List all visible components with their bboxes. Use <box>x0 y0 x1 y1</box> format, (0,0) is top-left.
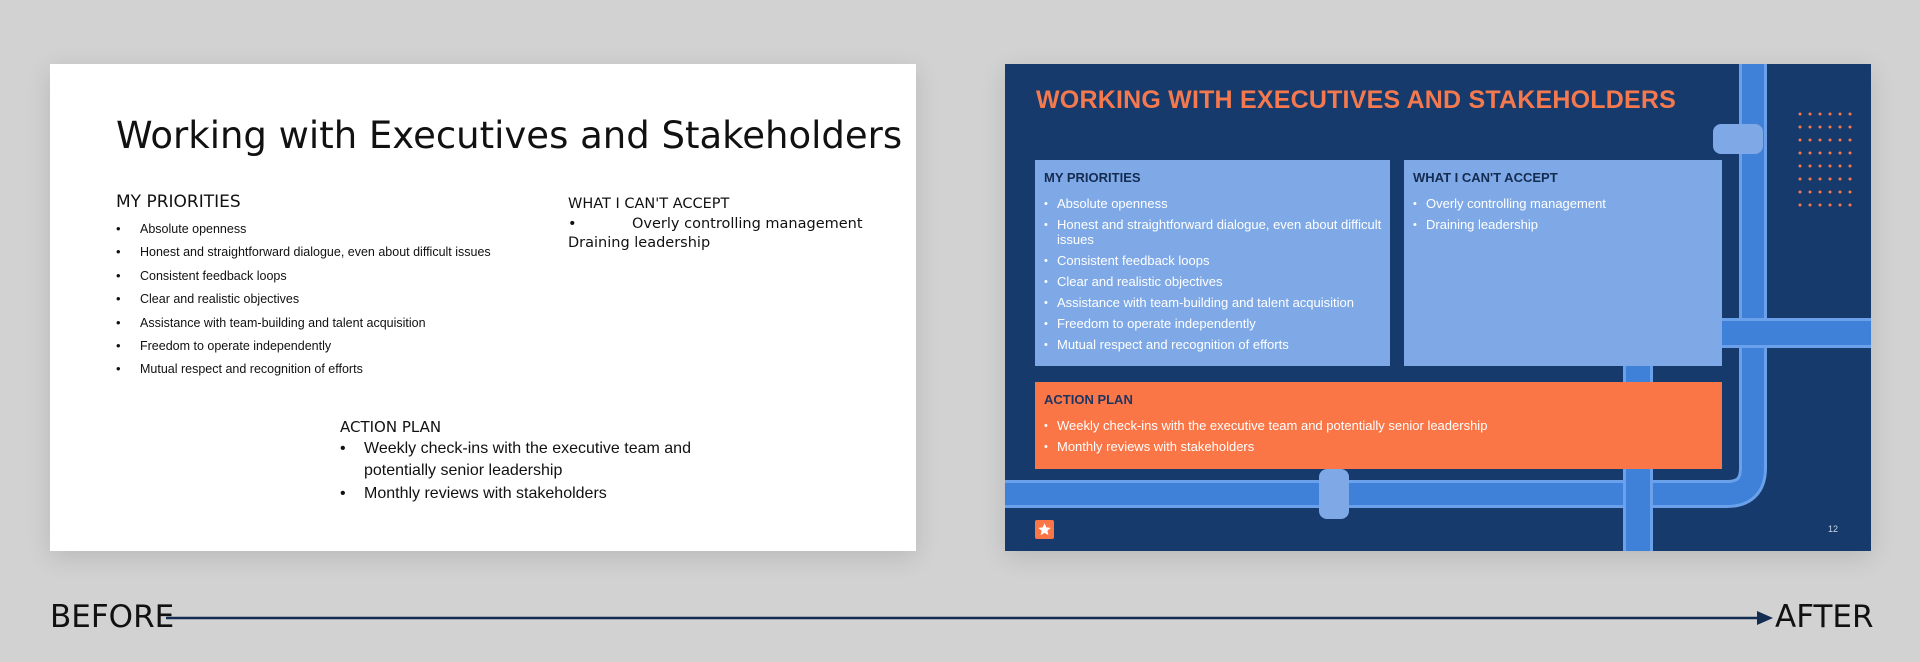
logo <box>1035 520 1054 539</box>
list-item: • Weekly check-ins with the executive team and potentially senior leadership <box>1044 419 1714 434</box>
list-item: • Assistance with team-building and talent acquisition <box>1044 296 1382 311</box>
before-title: Working with Executives and Stakeholders <box>116 114 903 157</box>
after-action-list <box>1044 419 1714 461</box>
list-item: • Absolute openness <box>116 222 491 245</box>
list-item: • Honest and straightforward dialogue, even about difficult issues <box>116 245 491 268</box>
list-item: • Clear and realistic objectives <box>1044 275 1382 290</box>
list-item: • Assistance with team-building and talent acquisition <box>116 316 491 339</box>
page-number: 12 <box>1828 524 1839 534</box>
list-item: • Monthly reviews with stakeholders <box>1044 440 1714 455</box>
list-item: • Consistent feedback loops <box>1044 254 1382 269</box>
list-item: • Clear and realistic objectives <box>116 292 491 315</box>
list-item: • Draining leadership <box>1413 218 1714 233</box>
list-item: • Weekly check-ins with the executive team and potentially senior leadership <box>340 438 700 482</box>
before-cant-accept-item: Draining leadership <box>568 235 711 251</box>
after-label: AFTER <box>1775 599 1874 635</box>
list-item: • Freedom to operate independently <box>1044 317 1382 332</box>
list-item: • Mutual respect and recognition of efforts <box>1044 338 1382 353</box>
after-priorities-heading: MY PRIORITIES <box>1044 170 1141 185</box>
list-item: • Consistent feedback loops <box>116 269 491 292</box>
after-cant-accept-list <box>1413 197 1714 239</box>
before-priorities-heading: MY PRIORITIES <box>116 192 241 212</box>
after-slide <box>1005 64 1871 551</box>
before-action-list <box>340 438 700 506</box>
before-slide <box>50 64 916 551</box>
before-cant-accept-heading: WHAT I CAN'T ACCEPT <box>568 196 730 212</box>
before-action-heading: ACTION PLAN <box>340 418 442 436</box>
bullet-glyph: • <box>568 216 577 232</box>
priorities-card <box>1035 160 1390 366</box>
after-action-heading: ACTION PLAN <box>1044 392 1133 407</box>
list-item: • Absolute openness <box>1044 197 1382 212</box>
arrow-right-icon <box>166 610 1773 626</box>
after-title: WORKING WITH EXECUTIVES AND STAKEHOLDERS <box>1036 86 1676 114</box>
action-plan-card <box>1035 382 1722 469</box>
list-item: • Freedom to operate independently <box>116 339 491 362</box>
before-priorities-list <box>116 222 491 386</box>
before-cant-accept-item <box>568 216 863 232</box>
cant-accept-card <box>1404 160 1722 366</box>
list-item: • Mutual respect and recognition of efforts <box>116 362 491 385</box>
list-item: • Honest and straightforward dialogue, even about difficult issues <box>1044 218 1382 247</box>
after-priorities-list <box>1044 197 1382 359</box>
after-cant-accept-heading: WHAT I CAN'T ACCEPT <box>1413 170 1558 185</box>
before-cant-accept-text: Overly controlling management <box>632 216 863 232</box>
star-icon <box>1037 522 1052 537</box>
list-item: • Monthly reviews with stakeholders <box>340 483 700 505</box>
list-item: • Overly controlling management <box>1413 197 1714 212</box>
before-label: BEFORE <box>50 599 175 635</box>
